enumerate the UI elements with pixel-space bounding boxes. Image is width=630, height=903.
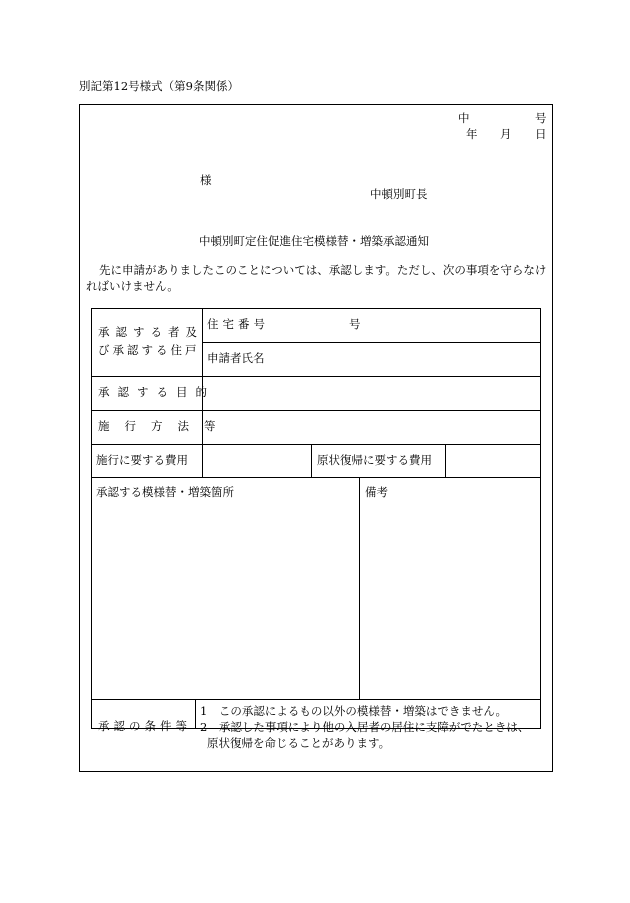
house-number-label: 住宅番号 — [207, 317, 269, 331]
form-label: 別記第12号様式（第9条関係） — [79, 79, 239, 93]
location-label: 承認する模様替・増築箇所 — [96, 485, 234, 499]
restoration-cost-label: 原状復帰に要する費用 — [317, 453, 432, 467]
purpose-label: 承認する目的 — [98, 385, 215, 399]
applicant-name-label: 申請者氏名 — [207, 351, 265, 365]
method-label: 施行方法等 — [98, 419, 231, 433]
document-frame — [79, 104, 553, 772]
house-number-suffix: 号 — [349, 317, 361, 331]
number-suffix: 号 — [535, 111, 547, 125]
month-label: 月 — [500, 127, 512, 141]
condition-1: 1 この承認によるもの以外の模様替・増築はできません。 — [200, 704, 508, 718]
issuer-name: 中頓別町長 — [370, 187, 428, 201]
addressee-honorific: 様 — [200, 173, 212, 187]
number-prefix: 中 — [458, 111, 470, 125]
applicant-label-line1: 承認する者及 — [98, 325, 203, 339]
condition-2a: 2 承認した事項により他の入居者の居住に支障がでたときは、 — [200, 720, 530, 734]
body-text-line1: 先に申請がありましたこのことについては、承認します。ただし、次の事項を守らなけ — [99, 263, 547, 277]
remarks-label: 備考 — [365, 485, 388, 499]
year-label: 年 — [466, 127, 478, 141]
condition-2b: 原状復帰を命じることがあります。 — [207, 736, 391, 750]
document-title: 中頓別町定住促進住宅模様替・増築承認通知 — [199, 234, 429, 248]
body-text-line2: ればいけません。 — [86, 279, 179, 293]
applicant-label-line2: び承認する住戸 — [98, 343, 200, 357]
day-label: 日 — [535, 127, 547, 141]
construction-cost-label: 施行に要する費用 — [96, 453, 188, 467]
conditions-label: 承認の条件等 — [98, 719, 191, 733]
